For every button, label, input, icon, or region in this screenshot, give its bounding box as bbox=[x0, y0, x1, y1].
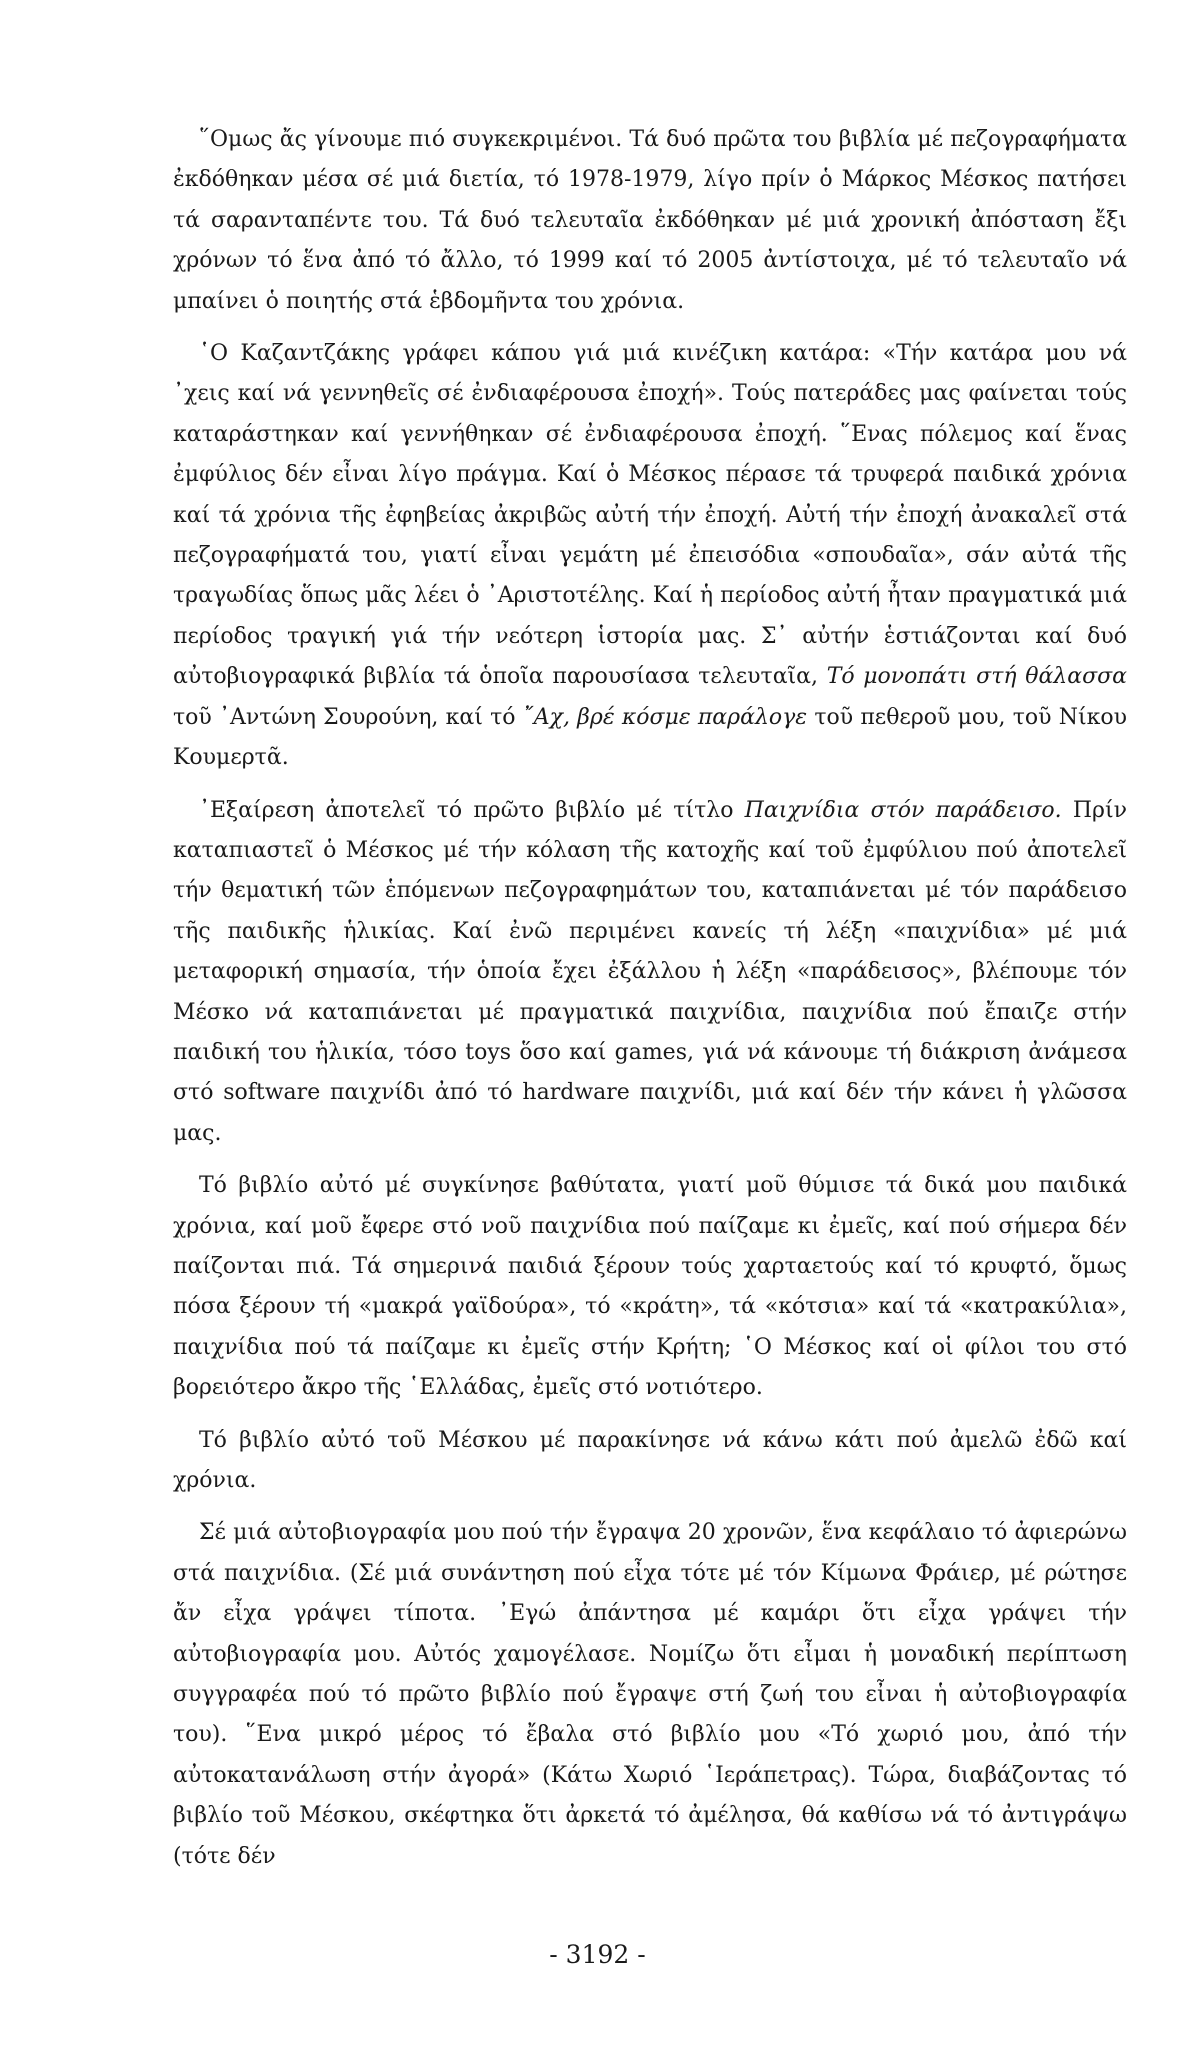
paragraph-2-text-b: τοῦ ᾽Αντώνη Σουρούνη, καί τό bbox=[173, 704, 523, 730]
paragraph-1-text: ῞Ομως ἄς γίνουμε πιό συγκεκριμένοι. Τά δυό πρῶτα του βιβλία μέ πεζογραφήματα ἐκδόθηκαν μέσα σέ μιά διετία, τό 1978-1979, λίγο πρίν ὁ Μάρκος Μέσκος πατήσει τά σαρανταπέντε του. Τά δυό τελευταῖα ἐκδόθηκαν μέ μιά χρονική ἀπόσταση ἔξι χρόνων τό ἕνα ἀπό τό ἄλλο, τό 1999 καί τό 2005 ἀντίστοιχα, μέ τό τελευταῖο νά μπαίνει ὁ ποιητής στά ἑβδομῆντα του χρόνια. bbox=[173, 127, 1127, 314]
book-title-paichnidia: Παιχνίδια στόν παράδεισο. bbox=[744, 797, 1062, 823]
paragraph-2-text-c: τοῦ πεθεροῦ μου, τοῦ Νίκου Κουμερτᾶ. bbox=[173, 704, 1127, 771]
paragraph-3-text-b: Πρίν καταπιαστεῖ ὁ Μέσκος μέ τήν κόλαση τῆς κατοχῆς καί τοῦ ἐμφύλιου πού ἀποτελεῖ τήν θεματική τῶν ἑπόμενων πεζογραφημάτων του, καταπιάνεται μέ τόν παράδεισο τῆς παιδικῆς ἡλικίας. Καί ἐνῶ περιμένει κανείς τή λέξη «παιχνίδια» μέ μιά μεταφορική σημασία, τήν ὁποία ἔχει ἐξάλλου ἡ λέξη «παράδεισος», βλέπουμε τόν Μέσκο νά καταπιάνεται μέ πραγματικά παιχνίδια, παιχνίδια πού ἔπαιζε στήν παιδική του ἡλικία, τόσο toys ὅσο καί games, γιά νά κάνουμε τή διάκριση ἀνάμεσα στό software παιχνίδι ἀπό τό hardware παιχνίδι, μιά καί δέν τήν κάνει ἡ γλῶσσα μας. bbox=[173, 797, 1127, 1146]
paragraph-6 bbox=[173, 1513, 1127, 1877]
paragraph-2 bbox=[173, 334, 1127, 778]
paragraph-6-text: Σέ μιά αὐτοβιογραφία μου πού τήν ἔγραψα 20 χρονῶν, ἕνα κεφάλαιο τό ἀφιερώνω στά παιχνίδια. (Σέ μιά συνάντηση πού εἶχα τότε μέ τόν Κίμωνα Φράιερ, μέ ρώτησε ἄν εἶχα γράψει τίποτα. ᾽Εγώ ἀπάντησα μέ καμάρι ὅτι εἶχα γράψει τήν αὐτοβιογραφία μου. Αὐτός χαμογέλασε. Νομίζω ὅτι εἶμαι ἡ μοναδική περίπτωση συγγραφέα πού τό πρῶτο βιβλίο πού ἔγραψε στή ζωή του εἶναι ἡ αὐτοβιογραφία του). ῞Ενα μικρό μέρος τό ἔβαλα στό βιβλίο μου «Τό χωριό μου, ἀπό τήν αὐτοκατανάλωση στήν ἀγορά» (Κάτω Χωριό ῾Ιεράπετρας). Τώρα, διαβάζοντας τό βιβλίο τοῦ Μέσκου, σκέφτηκα ὅτι ἀρκετά τό ἀμέλησα, θά καθίσω νά τό ἀντιγράψω (τότε δέν bbox=[173, 1520, 1127, 1869]
paragraph-3 bbox=[173, 791, 1127, 1155]
page-number: - 3192 - bbox=[549, 1940, 646, 1969]
book-title-monopati: Τό μονοπάτι στή θάλασσα bbox=[826, 664, 1127, 690]
paragraph-4 bbox=[173, 1166, 1127, 1408]
body-text bbox=[173, 120, 1127, 1889]
paragraph-5 bbox=[173, 1421, 1127, 1502]
book-title-ach: ῎Αχ, βρέ κόσμε παράλογε bbox=[522, 704, 808, 730]
paragraph-1 bbox=[173, 120, 1127, 322]
paragraph-2-text-a: ῾Ο Καζαντζάκης γράφει κάπου γιά μιά κινέζικη κατάρα: «Τήν κατάρα μου νά ᾽χεις καί νά γεννηθεῖς σέ ἐνδιαφέρουσα ἐποχή». Τούς πατεράδες μας φαίνεται τούς καταράστηκαν καί γεννήθηκαν σέ ἐνδιαφέρουσα ἐποχή. ῞Ενας πόλεμος καί ἕνας ἐμφύλιος δέν εἶναι λίγο πράγμα. Καί ὁ Μέσκος πέρασε τά τρυφερά παιδικά χρόνια καί τά χρόνια τῆς ἐφηβείας ἀκριβῶς αὐτή τήν ἐποχή. Αὐτή τήν ἐποχή ἀνακαλεῖ στά πεζογραφήματά του, γιατί εἶναι γεμάτη μέ ἐπεισόδια «σπουδαῖα», σάν αὐτά τῆς τραγωδίας ὅπως μᾶς λέει ὁ ᾽Αριστοτέλης. Καί ἡ περίοδος αὐτή ἦταν πραγματικά μιά περίοδος τραγική γιά τήν νεότερη ἱστορία μας. Σ᾽ αὐτήν ἑστιάζονται καί δυό αὐτοβιογραφικά βιβλία τά ὁποῖα παρουσίασα τελευταῖα, bbox=[173, 341, 1127, 690]
paragraph-4-text: Τό βιβλίο αὐτό μέ συγκίνησε βαθύτατα, γιατί μοῦ θύμισε τά δικά μου παιδικά χρόνια, καί μοῦ ἔφερε στό νοῦ παιχνίδια πού παίζαμε κι ἐμεῖς, καί πού σήμερα δέν παίζονται πιά. Τά σημερινά παιδιά ξέρουν τούς χαρταετούς καί τό κρυφτό, ὅμως πόσα ξέρουν τή «μακρά γαϊδούρα», τό «κράτη», τά «κότσια» καί τά «κατρακύλια», παιχνίδια πού τά παίζαμε κι ἐμεῖς στήν Κρήτη; ῾Ο Μέσκος καί οἱ φίλοι του στό βορειότερο ἄκρο τῆς ῾Ελλάδας, ἐμεῖς στό νοτιότερο. bbox=[173, 1173, 1127, 1401]
paragraph-3-text-a: ᾽Εξαίρεση ἀποτελεῖ τό πρῶτο βιβλίο μέ τίτλο bbox=[199, 797, 745, 823]
paragraph-5-text: Τό βιβλίο αὐτό τοῦ Μέσκου μέ παρακίνησε νά κάνω κάτι πού ἀμελῶ ἐδῶ καί χρόνια. bbox=[173, 1427, 1127, 1493]
